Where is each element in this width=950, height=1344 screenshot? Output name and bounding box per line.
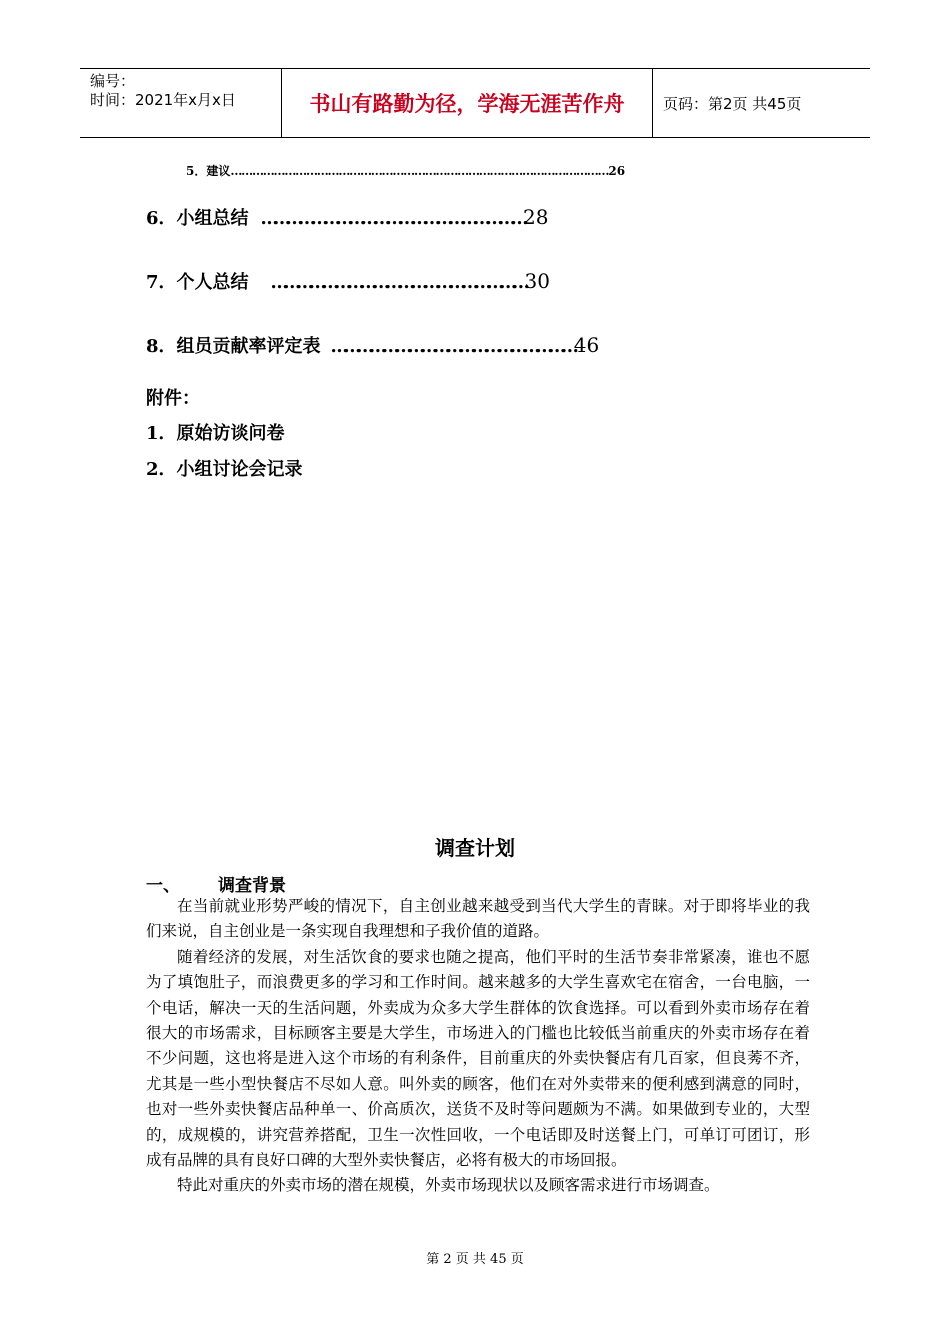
paragraph: 随着经济的发展，对生活饮食的要求也随之提高，他们平时的生活节奏非常紧凑，谁也不愿为了填饱肚子，而浪费更多的学习和工作时间。越来越多的大学生喜欢宅在宿舍，一台电脑，一个电话，解决一天的生活问题，外卖成为众多大学生群体的饮食选择。可以看到外卖市场存在着很大的市场需求，目标顾客主要是大学生，市场进入的门槛也比较低当前重庆的外卖市场存在着不少问题，这也将是进入这个市场的有利条件，目前重庆的外卖快餐店有几百家，但良莠不齐，尤其是一些小型快餐店不尽如人意。叫外卖的顾客，他们在对外卖带来的便利感到满意的同时，也对一些外卖快餐店品种单一、价高质次，送货不及时等问题颇为不满。如果做到专业的，大型的，成规模的，讲究营养搭配，卫生一次性回收，一个电话即及时送餐上门，可单订可团订，形成有品牌的具有良好口碑的大型外卖快餐店，必将有极大的市场回报。 — [146, 947, 810, 1170]
page-header — [80, 68, 870, 138]
toc-dots: ……………………………………………………… — [260, 208, 524, 229]
toc-item[interactable] — [146, 204, 548, 230]
section-number: 一、 — [146, 876, 180, 896]
paragraph: 特此对重庆的外卖市场的潜在规模，外卖市场现状以及顾客需求进行市场调查。 — [177, 1176, 720, 1195]
toc-item[interactable] — [186, 162, 625, 179]
attachments-heading: 附件： — [146, 388, 200, 409]
page-footer: 第 2 页 共 45 页 — [426, 1252, 524, 1267]
toc-label: 7．个人总结 — [146, 272, 249, 293]
toc-page: 30 — [524, 269, 550, 293]
paragraph: 在当前就业形势严峻的情况下，自主创业越来越受到当代大学生的青睐。对于即将毕业的我们来说，自主创业是一条实现自我理想和子我价值的道路。 — [146, 897, 810, 941]
toc-dots: …………………………………………………………………………………………… — [230, 164, 609, 178]
toc-label: 8．组员贡献率评定表 — [146, 336, 321, 357]
time-label: 时间：2021年x月x日 — [90, 91, 236, 109]
attachment-item[interactable]: 1．原始访谈问卷 — [146, 423, 285, 444]
toc-label: 6．小组总结 — [146, 208, 249, 229]
header-motto: 书山有路勤为径，学海无涯苦作舟 — [309, 92, 625, 116]
toc-label: 5．建议 — [186, 164, 231, 178]
toc-dots: …………………………………………………… — [270, 272, 525, 293]
section-title: 调查背景 — [218, 876, 286, 896]
toc-item[interactable] — [146, 332, 599, 358]
header-meta — [80, 69, 282, 137]
toc-page: 28 — [523, 205, 549, 229]
plan-title: 调查计划 — [435, 836, 515, 860]
toc-page: 26 — [608, 164, 626, 178]
toc-item[interactable] — [146, 268, 550, 294]
section-heading — [146, 871, 286, 896]
header-page-info: 页码：第2页 共45页 — [652, 69, 870, 137]
toc-dots: ………………………………………………… — [330, 336, 574, 357]
plan-body — [146, 894, 810, 1199]
toc-page: 46 — [573, 333, 600, 357]
number-label: 编号： — [90, 72, 136, 90]
attachment-item[interactable]: 2．小组讨论会记录 — [146, 459, 303, 480]
